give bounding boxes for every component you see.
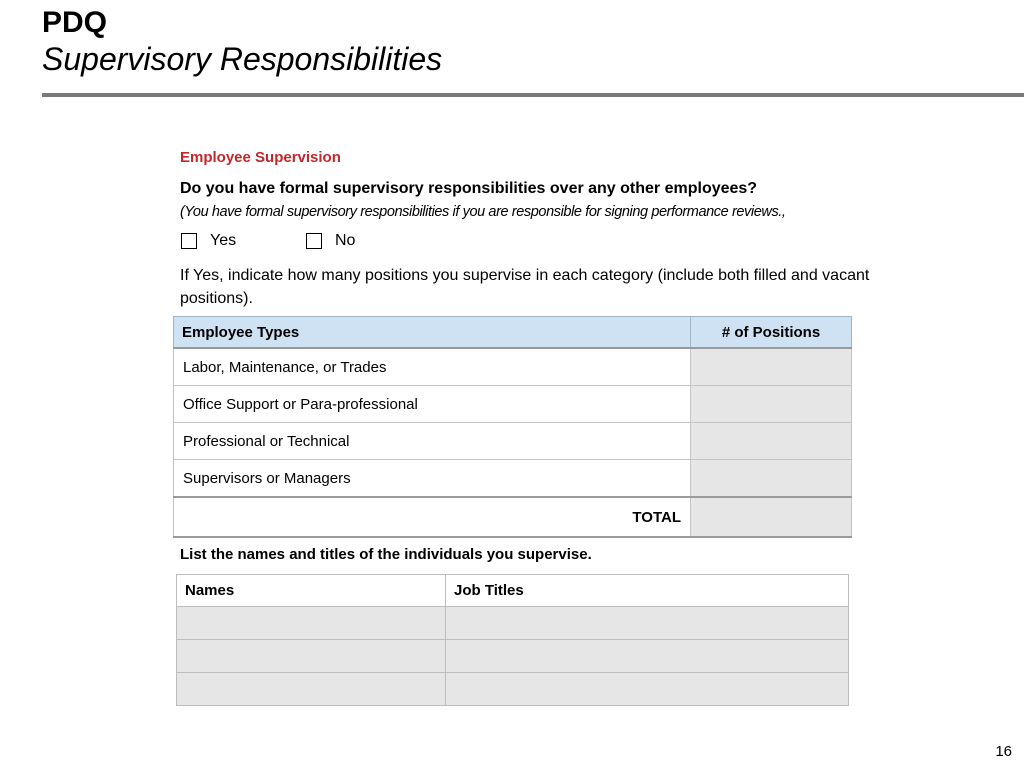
- table-row: [177, 673, 849, 706]
- job-title-field[interactable]: [446, 607, 849, 640]
- instruction-text: If Yes, indicate how many positions you supervise in each category (include both filled and vacant positions).: [180, 267, 870, 307]
- employee-type-label: Labor, Maintenance, or Trades: [174, 348, 691, 386]
- positions-header-row: [174, 317, 852, 349]
- employee-type-label: Supervisors or Managers: [174, 460, 691, 498]
- employee-type-label: Professional or Technical: [174, 423, 691, 460]
- table-row: [174, 423, 852, 460]
- page-title: PDQ: [42, 6, 108, 39]
- position-count-field[interactable]: [691, 386, 852, 423]
- no-checkbox[interactable]: [306, 233, 322, 249]
- supervisees-table: [176, 574, 849, 706]
- slide-title: [42, 6, 442, 77]
- question-note: (You have formal supervisory responsibilities if you are responsible for signing performance reviews.,: [180, 204, 786, 220]
- employee-type-label: Office Support or Para-professional: [174, 386, 691, 423]
- supervision-question: Do you have formal supervisory responsibilities over any other employees?: [180, 180, 758, 197]
- job-title-field[interactable]: [446, 673, 849, 706]
- table-row: [174, 386, 852, 423]
- yes-label: Yes: [210, 232, 237, 249]
- total-row: [174, 497, 852, 537]
- name-field[interactable]: [177, 673, 446, 706]
- supervisees-heading: List the names and titles of the individuals you supervise.: [180, 546, 592, 563]
- total-label: TOTAL: [174, 497, 691, 537]
- section-heading: Employee Supervision: [180, 149, 341, 166]
- name-field[interactable]: [177, 640, 446, 673]
- header-names: Names: [177, 575, 446, 607]
- table-row: [174, 460, 852, 498]
- job-title-field[interactable]: [446, 640, 849, 673]
- yes-checkbox[interactable]: [181, 233, 197, 249]
- supervisees-header-row: [177, 575, 849, 607]
- header-employee-types: Employee Types: [174, 317, 691, 349]
- no-label: No: [335, 232, 356, 249]
- table-row: [174, 348, 852, 386]
- position-count-field[interactable]: [691, 460, 852, 498]
- total-count-field[interactable]: [691, 497, 852, 537]
- table-row: [177, 607, 849, 640]
- position-count-field[interactable]: [691, 423, 852, 460]
- option-yes[interactable]: [181, 232, 236, 250]
- header-number-of-positions: # of Positions: [691, 317, 852, 349]
- table-row: [177, 640, 849, 673]
- header-job-titles: Job Titles: [446, 575, 849, 607]
- page-subtitle: Supervisory Responsibilities: [42, 40, 443, 77]
- name-field[interactable]: [177, 607, 446, 640]
- option-no[interactable]: [306, 232, 355, 250]
- positions-table: [173, 316, 852, 538]
- title-divider: [42, 93, 1024, 97]
- position-count-field[interactable]: [691, 348, 852, 386]
- page-number: 16: [995, 743, 1012, 760]
